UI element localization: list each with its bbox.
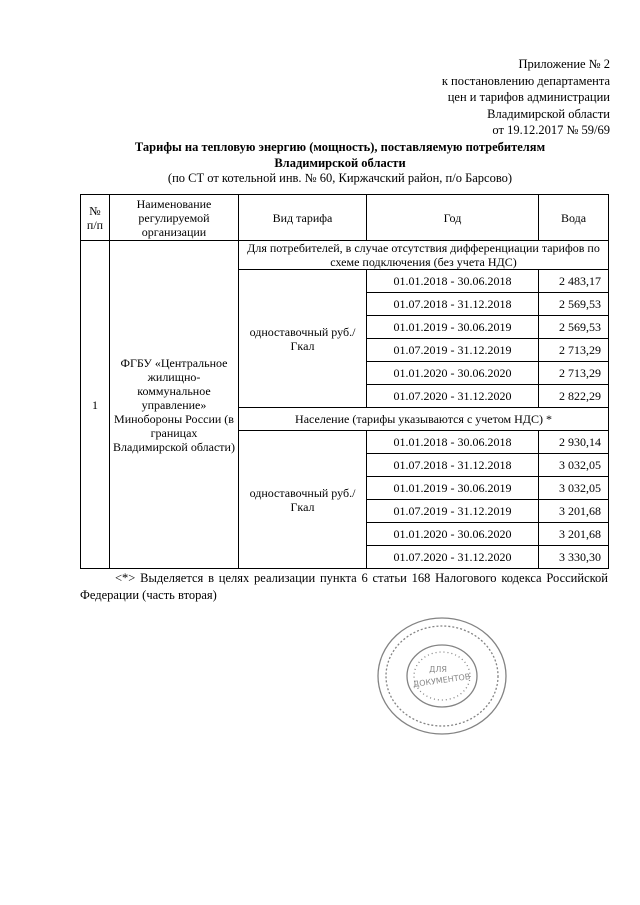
period-cell: 01.07.2020 - 31.12.2020	[367, 385, 539, 408]
period-cell: 01.01.2018 - 30.06.2018	[367, 431, 539, 454]
value-cell: 3 330,30	[539, 546, 609, 569]
value-cell: 2 930,14	[539, 431, 609, 454]
value-cell: 3 201,68	[539, 500, 609, 523]
period-cell: 01.01.2019 - 30.06.2019	[367, 316, 539, 339]
table-header-row	[81, 195, 609, 241]
appendix-line: цен и тарифов администрации	[447, 90, 610, 104]
document-title-line1: Тарифы на тепловую энергию (мощность), поставляемую потребителям	[134, 140, 546, 154]
period-cell: 01.07.2020 - 31.12.2020	[367, 546, 539, 569]
section-heading: Население (тарифы указываются с учетом НДС) *	[239, 408, 609, 431]
appendix-block	[350, 56, 610, 139]
period-cell: 01.07.2018 - 31.12.2018	[367, 293, 539, 316]
footnote: <*> Выделяется в целях реализации пункта 6 статьи 168 Налогового кодекса Российской Федерации (часть вторая)	[80, 571, 608, 602]
value-cell: 2 713,29	[539, 339, 609, 362]
period-cell: 01.01.2020 - 30.06.2020	[367, 523, 539, 546]
stamp-text-line2: ДОКУМЕНТОВ	[412, 672, 471, 689]
value-cell: 2 822,29	[539, 385, 609, 408]
stamp-seal	[362, 610, 522, 740]
appendix-line: Владимирской области	[487, 106, 610, 121]
section-heading: Для потребителей, в случае отсутствия дифференциации тарифов по схеме подключения (без учета НДС)	[239, 241, 609, 270]
document-title-block	[80, 140, 600, 187]
period-cell: 01.07.2018 - 31.12.2018	[367, 454, 539, 477]
row-number-cell: 1	[81, 241, 110, 569]
value-cell: 2 569,53	[539, 293, 609, 316]
period-cell: 01.07.2019 - 31.12.2019	[367, 339, 539, 362]
document-subtitle: (по СТ от котельной инв. № 60, Киржачский район, п/о Барсово)	[167, 171, 513, 185]
stamp-text-line1: ДЛЯ	[429, 665, 447, 674]
header-water: Вода	[539, 195, 609, 241]
period-cell: 01.01.2019 - 30.06.2019	[367, 477, 539, 500]
value-cell: 3 032,05	[539, 477, 609, 500]
tariff-table	[80, 194, 609, 569]
period-cell: 01.07.2019 - 31.12.2019	[367, 500, 539, 523]
value-cell: 2 483,17	[539, 270, 609, 293]
period-cell: 01.01.2018 - 30.06.2018	[367, 270, 539, 293]
value-cell: 2 569,53	[539, 316, 609, 339]
value-cell: 3 201,68	[539, 523, 609, 546]
header-year: Год	[367, 195, 539, 241]
value-cell: 3 032,05	[539, 454, 609, 477]
section-heading-row	[81, 241, 609, 270]
period-cell: 01.01.2020 - 30.06.2020	[367, 362, 539, 385]
document-title-line2: Владимирской области	[274, 155, 406, 170]
appendix-line: к постановлению департамента	[441, 73, 610, 88]
appendix-line: Приложение № 2	[518, 57, 610, 71]
appendix-line: от 19.12.2017 № 59/69	[492, 123, 610, 137]
header-tariff-type: Вид тарифа	[239, 195, 367, 241]
tariff-type-cell: одноставочный руб./Гкал	[239, 270, 367, 408]
header-organization: Наименование регулируемой организации	[110, 195, 239, 241]
value-cell: 2 713,29	[539, 362, 609, 385]
header-number: № п/п	[81, 195, 110, 241]
organization-cell: ФГБУ «Центральное жилищно-коммунальное управление» Минобороны России (в границах Владимирской области)	[110, 241, 239, 569]
tariff-type-cell: одноставочный руб./Гкал	[239, 431, 367, 569]
